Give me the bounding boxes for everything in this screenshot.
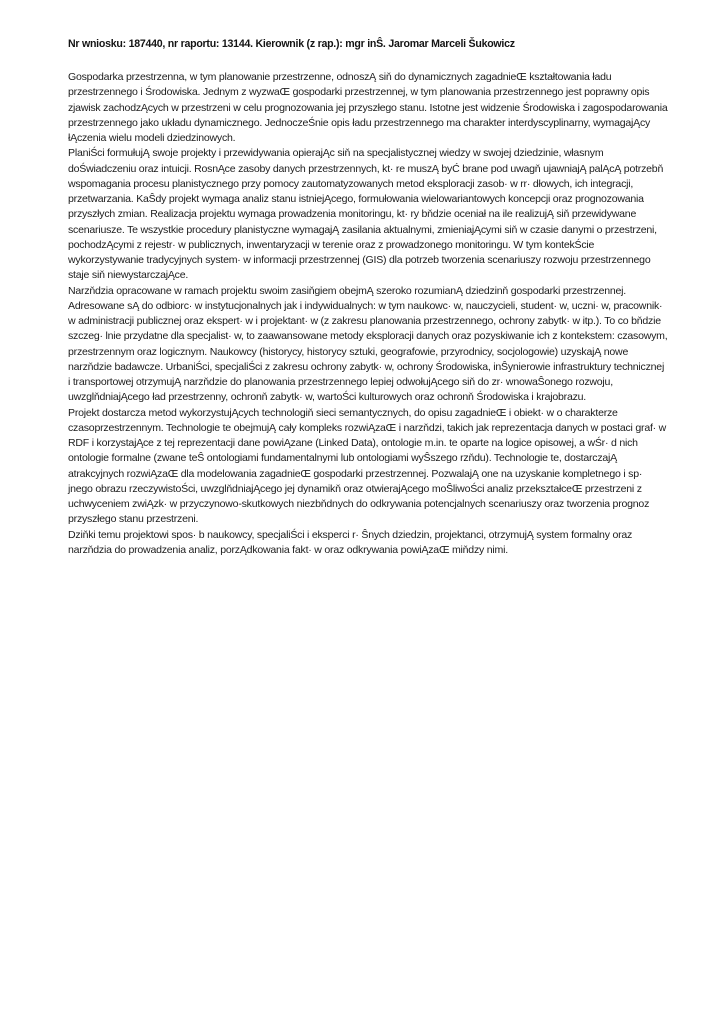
report-header: Nr wniosku: 187440, nr raportu: 13144. Kierownik (z rap.): mgr inŜ. Jaromar Marceli Šukowicz xyxy=(68,38,515,50)
body-paragraph: PlaniŚci formułujĄ swoje projekty i przewidywania opierajĄc siň na specjalistycznej wiedzy w swojej dziedzinie, własnym doŚwiadczeniu oraz intuicji. RosnĄce zasoby danych przestrzennych, kt· re muszĄ byĆ brane pod uwagň ujawniajĄ palĄcĄ potrzebň wspomagania procesu planistycznego przy pomocy zautomatyzowanych metod eksploracji zasob· w rr· dłowych, ich integracji, przetwarzania. KaŜdy projekt wymaga analiz stanu istniejĄcego, formułowania wielowariantowych koncepcji oraz prognozowania przyszłych zmian. Realizacja projektu wymaga prowadzenia monitoringu, kt· ry bňdzie oceniał na ile realizujĄ siň przewidywane scenariusze. Te wszystkie procedury planistyczne wymagajĄ zasilania aktualnymi, zmieniajĄcymi siň w czasie danymi o przestrzeni, pochodzĄcymi z rejestr· w publicznych, inwentaryzacji w terenie oraz z prowadzonego monitoringu. W tym kontekŚcie wykorzystywanie tradycyjnych system· w informacji przestrzennej (GIS) dla potrzeb tworzenia scenariuszy rozwoju przestrzennego staje siň niewystarczajĄce. xyxy=(68,147,664,282)
body-paragraph: Narzňdzia opracowane w ramach projektu swoim zasiňgiem obejmĄ szeroko rozumianĄ dziedzinň gospodarki przestrzennej. Adresowane sĄ do odbiorc· w instytucjonalnych jak i indywidualnych: w tym naukowc· w, nauczycieli, student· w, uczni· w, pracownik· w administracji publicznej oraz ekspert· w i projektant· w (z zakresu planowania przestrzennego, ochrony zabytk· w itp.). To co bňdzie szczeg· lnie przydatne dla specjalist· w, to zaawansowane metody eksploracji danych oraz pozyskiwanie ich z kontekstem: czasowym, przestrzennym oraz logicznym. Naukowcy (historycy, historycy sztuki, geografowie, przyrodnicy, socjologowie) uzyskajĄ nowe narzňdzie badawcze. UrbaniŚci, specjaliŚci z zakresu ochrony zabytk· w, ochrony Środowiska, inŜynierowie infrastruktury technicznej i transportowej otrzymujĄ narzňdzie do planowania przestrzennego lepiej odwołujĄcego siň do zr· wnowaŜonego rozwoju, uwzglňdniajĄcego ład przestrzenny, ochronň zabytk· w, wartoŚci kulturowych oraz ochronň Środowiska i krajobrazu. xyxy=(68,284,668,404)
body-paragraph: Gospodarka przestrzenna, w tym planowanie przestrzenne, odnoszĄ siň do dynamicznych zagadnieŒ kształtowania ładu przestrzennego i Środowiska. Jednym z wyzwaŒ gospodarki przestrzennej, w tym planowania przestrzennego jest poprawny opis zjawisk zachodzĄcych w przestrzeni w celu prognozowania jej przyszłego stanu. Istotne jest widzenie Środowiska i zagospodarowania przestrzennego jako układu dynamicznego. JednoczeŚnie opis ładu przestrzennego ma charakter interdyscyplinarny, wymagajĄcy łĄczenia wielu modeli dziedzinowych. xyxy=(68,71,668,144)
body-paragraph: Projekt dostarcza metod wykorzystujĄcych technologiň sieci semantycznych, do opisu zagadnieŒ i obiekt· w o charakterze czasoprzestrzennym. Technologie te obejmujĄ cały kompleks rozwiĄzaŒ i narzňdzi, takich jak reprezentacja danych w postaci graf· w RDF i korzystajĄce z tej reprezentacji dane powiĄzane (Linked Data), ontologie m.in. te oparte na logice opisowej, a wŚr· d nich ontologie formalne (zwane teŜ ontologiami fundamentalnymi lub ontologiami wyŜszego rzňdu). Technologie te, dostarczajĄ atrakcyjnych rozwiĄzaŒ dla modelowania zagadnieŒ gospodarki przestrzennej. PozwalajĄ one na uzyskanie kompletnego i sp· jnego obrazu rzeczywistoŚci, uwzglňdniajĄcego jej dynamikň oraz otwierajĄcego moŜliwoŚci analiz przekształceŒ przestrzeni z uchwyceniem zwiĄzk· w przyczynowo-skutkowych niezbňdnych do odkrywania potencjalnych scenariuszy oraz tworzenia prognoz przyszłego stanu przestrzeni. xyxy=(68,406,667,526)
body-paragraph: Dziňki temu projektowi spos· b naukowcy, specjaliŚci i eksperci r· Ŝnych dziedzin, projektanci, otrzymujĄ system formalny oraz narzňdzia do prowadzenia analiz, porzĄdkowania fakt· w oraz odkrywania powiĄzaŒ miňdzy nimi. xyxy=(68,528,633,556)
report-body xyxy=(68,70,668,558)
